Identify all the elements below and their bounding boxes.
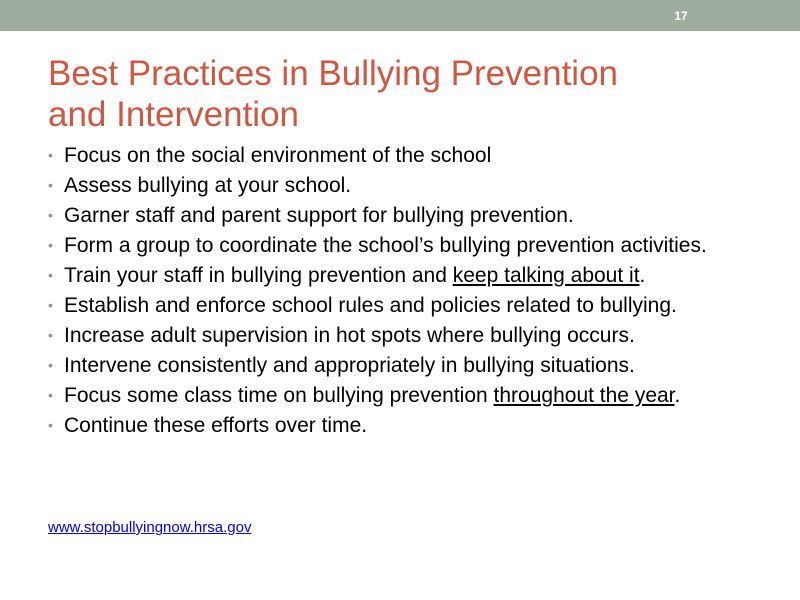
bullet-dot-icon: • [48,417,53,433]
bullet-item [48,323,778,348]
bullet-text: Garner staff and parent support for bullying prevention. [64,204,574,227]
slide-title [48,53,768,135]
bullet-dot-icon: • [48,147,53,163]
slide-number: 17 [674,9,688,23]
bullet-item [48,383,778,408]
bullet-text: Focus some class time on bullying prevention [64,384,494,407]
bullet-list [48,143,778,443]
bullet-item [48,173,778,198]
bullet-text: Assess bullying at your school. [64,174,352,197]
bullet-item [48,203,778,228]
bullet-text: Continue these efforts over time. [64,414,368,437]
bullet-dot-icon: • [48,267,53,283]
bullet-text: Focus on the social environment of the school [64,144,492,167]
bullet-item [48,233,778,258]
bullet-item [48,353,778,378]
slide-title-line-1: Best Practices in Bullying Prevention [48,54,618,93]
bullet-dot-icon: • [48,237,53,253]
bullet-item [48,143,778,168]
slide-title-line-2: and Intervention [48,95,300,134]
bullet-text-end: . [674,384,681,407]
bullet-dot-icon: • [48,297,53,313]
slide-header-bar [0,0,800,31]
bullet-item [48,293,778,318]
bullet-dot-icon: • [48,357,53,373]
bullet-emphasis: keep talking about it [452,264,640,287]
bullet-text: Form a group to coordinate the school’s bullying prevention activities. [64,234,707,257]
bullet-item [48,413,778,438]
bullet-dot-icon: • [48,177,53,193]
source-link[interactable]: www.stopbullyingnow.hrsa.gov [48,519,252,536]
bullet-text: Train your staff in bullying prevention and [64,264,453,287]
bullet-text-end: . [639,264,646,287]
bullet-dot-icon: • [48,327,53,343]
bullet-emphasis: throughout the year [493,384,675,407]
bullet-text: Intervene consistently and appropriately in bullying situations. [64,354,635,377]
bullet-dot-icon: • [48,387,53,403]
bullet-text: Increase adult supervision in hot spots where bullying occurs. [64,324,635,347]
bullet-dot-icon: • [48,207,53,223]
bullet-item [48,263,778,288]
bullet-text: Establish and enforce school rules and policies related to bullying. [64,294,677,317]
